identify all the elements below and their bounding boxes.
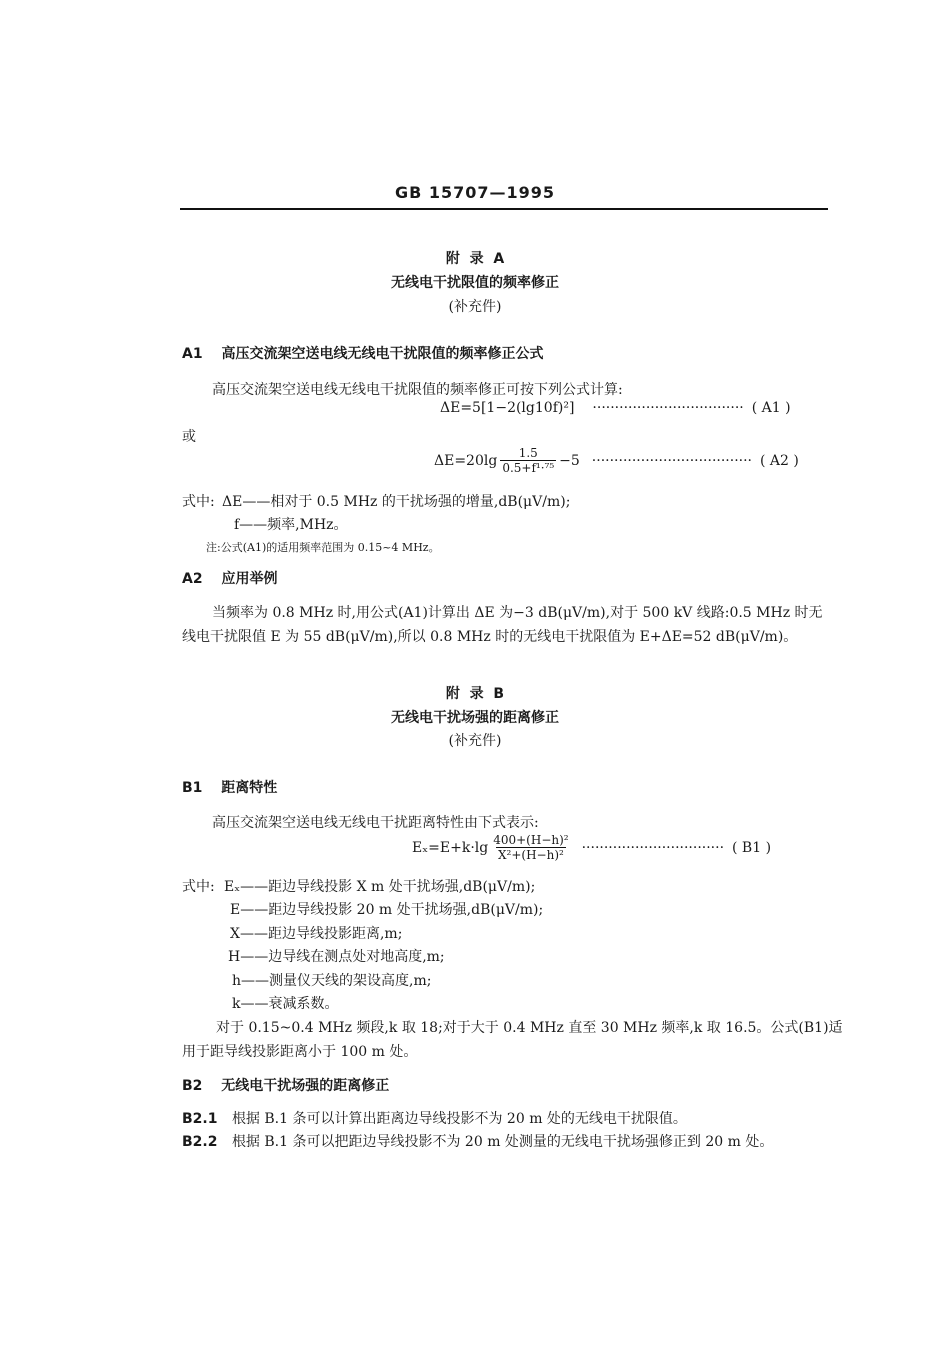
- equation-a2-fraction: [500, 446, 556, 475]
- equation-a1-tag: ( A1 ): [751, 400, 791, 416]
- section-a2-number: A2: [182, 571, 203, 587]
- equation-b1-denominator: X²+(H−h)²: [497, 848, 564, 862]
- equation-a2-denominator: 0.5+f¹·⁷⁵: [502, 461, 555, 475]
- b1-paragraph-line2: 用于距导线投影距离小于 100 m 处。: [182, 1044, 418, 1060]
- standard-number: GB 15707—1995: [394, 183, 556, 202]
- equation-a2-numerator: 1.5: [518, 446, 538, 460]
- a2-paragraph-line1: 当频率为 0.8 MHz 时,用公式(A1)计算出 ΔE 为−3 dB(μV/m),对于 500 kV 线路:0.5 MHz 时无: [212, 605, 823, 621]
- section-a2-heading: [182, 568, 277, 588]
- b2-2-number: B2.2: [182, 1134, 218, 1150]
- b1-where-k: k——衰减系数。: [232, 996, 339, 1012]
- b1-paragraph-line1: 对于 0.15~0.4 MHz 频段,k 取 18;对于大于 0.4 MHz 直至 30 MHz 频率,k 取 16.5。公式(B1)适: [216, 1020, 843, 1036]
- equation-b1-leader: ································: [581, 839, 725, 856]
- equation-a1-body: ΔE=5[1−2(lg10f)²]: [440, 400, 575, 416]
- section-b2-number: B2: [182, 1078, 203, 1094]
- a1-note: 注:公式(A1)的适用频率范围为 0.15~4 MHz。: [206, 541, 440, 554]
- section-b2-title: 无线电干扰场强的距离修正: [221, 1078, 390, 1094]
- equation-b1-numerator: 400+(H−h)²: [493, 833, 569, 847]
- section-b1-number: B1: [182, 780, 203, 796]
- equation-a2-tag: ( A2 ): [760, 452, 799, 469]
- appendix-a-title: 附 录 A: [445, 251, 505, 267]
- appendix-b-subtitle: 无线电干扰场强的距离修正: [391, 710, 559, 726]
- section-a2-title: 应用举例: [221, 571, 278, 587]
- equation-a1: [440, 400, 791, 416]
- equation-b1-fraction: [491, 833, 570, 862]
- section-b1-title: 距离特性: [221, 780, 278, 796]
- or-text: 或: [182, 429, 196, 445]
- b1-where-ex: Eₓ——距边导线投影 X m 处干扰场强,dB(μV/m);: [224, 879, 536, 895]
- header-rule: [180, 208, 828, 210]
- equation-b1-tag: ( B1 ): [732, 839, 772, 856]
- equation-a2-leader: ····································: [591, 452, 753, 469]
- b2-1-clause: [182, 1108, 687, 1128]
- b2-1-text: 根据 B.1 条可以计算出距离边导线投影不为 20 m 处的无线电干扰限值。: [231, 1111, 687, 1127]
- section-a1-number: A1: [182, 346, 203, 362]
- equation-a1-leader: ··································: [592, 400, 744, 416]
- b1-where-h-lower: h——测量仪天线的架设高度,m;: [232, 973, 432, 989]
- b2-2-clause: [182, 1131, 773, 1151]
- equation-b1: [412, 833, 771, 862]
- a1-where-f: f——频率,MHz。: [234, 517, 348, 533]
- appendix-b-note-type: (补充件): [448, 733, 502, 749]
- appendix-b-title: 附 录 B: [445, 686, 505, 702]
- b2-1-number: B2.1: [182, 1111, 218, 1127]
- a2-paragraph-line2: 线电干扰限值 E 为 55 dB(μV/m),所以 0.8 MHz 时的无线电干扰限值为 E+ΔE=52 dB(μV/m)。: [182, 629, 798, 645]
- appendix-a-subtitle: 无线电干扰限值的频率修正: [391, 275, 559, 291]
- a1-where-label: 式中:: [182, 494, 215, 510]
- section-a1-title: 高压交流架空送电线无线电干扰限值的频率修正公式: [221, 346, 544, 362]
- section-a1-heading: [182, 343, 543, 363]
- equation-a2-lhs: ΔE=20lg: [434, 452, 498, 469]
- b1-where-label: 式中:: [182, 879, 215, 895]
- b1-where-x: X——距边导线投影距离,m;: [230, 926, 403, 942]
- a1-where-delta-e: ΔE——相对于 0.5 MHz 的干扰场强的增量,dB(μV/m);: [222, 494, 571, 510]
- section-b1-heading: [182, 777, 277, 797]
- b1-intro: 高压交流架空送电线无线电干扰距离特性由下式表示:: [212, 815, 539, 831]
- a1-intro: 高压交流架空送电线无线电干扰限值的频率修正可按下列公式计算:: [212, 382, 623, 398]
- b1-where-e: E——距边导线投影 20 m 处干扰场强,dB(μV/m);: [230, 902, 544, 918]
- equation-b1-lhs: Eₓ=E+k·lg: [412, 839, 489, 856]
- b2-2-text: 根据 B.1 条可以把距边导线投影不为 20 m 处测量的无线电干扰场强修正到 20 m 处。: [231, 1134, 774, 1150]
- equation-a2-tail: −5: [559, 452, 580, 469]
- b1-where-h-upper: H——边导线在测点处对地高度,m;: [228, 949, 445, 965]
- equation-a2: [434, 446, 799, 475]
- section-b2-heading: [182, 1075, 389, 1095]
- appendix-a-note-type: (补充件): [448, 299, 502, 315]
